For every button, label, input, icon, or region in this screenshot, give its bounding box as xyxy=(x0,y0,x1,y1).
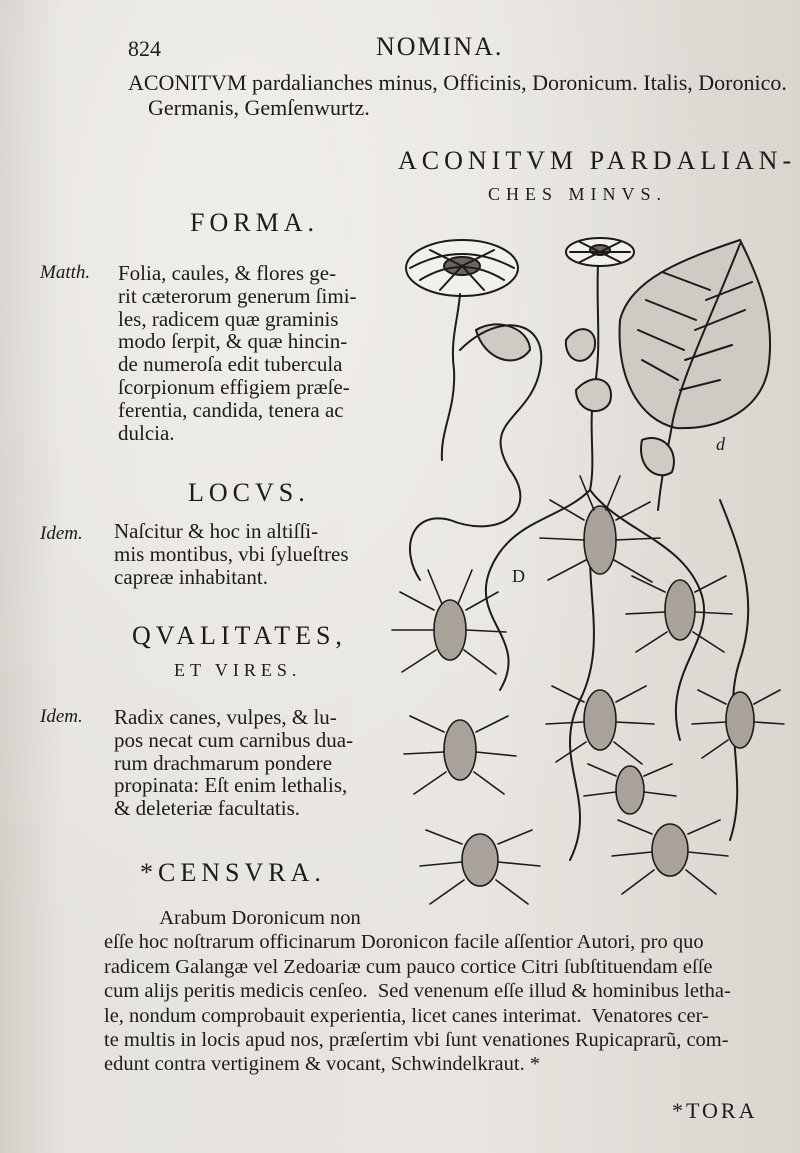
large-leaf xyxy=(620,240,771,510)
running-head: NOMINA. xyxy=(376,32,504,61)
catchword: *TORA xyxy=(672,1098,758,1123)
paragraph-forma: Folia, caules, & flores ge- rit cæterorum generum ſimi- les, radicem quæ graminis modo ſerpit, & quæ hincin- de numeroſa edit tubercula ſcorpionum effigiem præſe- ferentia, candida, tenera ac dulcia. xyxy=(118,261,357,445)
figure-title-line-2: CHES MINVS. xyxy=(488,184,668,204)
paragraph-locus: Naſcitur & hoc in altiſſi- mis montibus, vbi ſylueſtres capreæ inhabitant. xyxy=(114,519,349,589)
heading-forma: FORMA. xyxy=(190,208,319,237)
figure-label-D: D xyxy=(512,566,525,586)
margin-note-forma: Matth. xyxy=(40,262,91,283)
plant-woodcut-illustration xyxy=(380,220,790,920)
subheading-et-vires: ET VIRES. xyxy=(174,660,302,680)
paragraph-censura: Arabum Doronicum non eſſe hoc noſtrarum officinarum Doronicon facile aſſentior Autori, pro quo radicem Galangæ vel Zedoariæ cum pauco cortice Citri ſubſtituendam eſſe cum alijs peritis medicis cenſeo. Sed venenum eſſe illud & hominibus letha- le, nondum comprobauit experientia, licet canes interimat. Venatores cer- te multis in locis apud nos, præſertim vbi ſunt venationes Rupicaprarũ, com- edunt contra vertiginem & vocant, Schwindelkraut. * xyxy=(104,907,731,1076)
margin-note-qualitates: Idem. xyxy=(40,706,83,727)
paragraph-qualitates: Radix canes, vulpes, & lu- pos necat cum carnibus dua- rum drachmarum pondere propinata: Eſt enim lethalis, & deleteriæ facultatis. xyxy=(114,705,354,821)
names-line-2: Germanis, Gemſenwurtz. xyxy=(148,95,370,120)
names-line-1: ACONITVM pardalianches minus, Officinis, Doronicum. Italis, Doronico. xyxy=(128,70,787,95)
heading-locus: LOCVS. xyxy=(188,478,310,507)
margin-note-locus: Idem. xyxy=(40,523,83,544)
heading-censura: *CENSVRA. xyxy=(140,858,326,887)
heading-qualitates: QVALITATES, xyxy=(132,621,347,650)
figure-title-line-1: ACONITVM PARDALIAN- xyxy=(398,146,797,175)
page-number: 824 xyxy=(128,36,161,61)
figure-label-d: d xyxy=(716,434,725,454)
